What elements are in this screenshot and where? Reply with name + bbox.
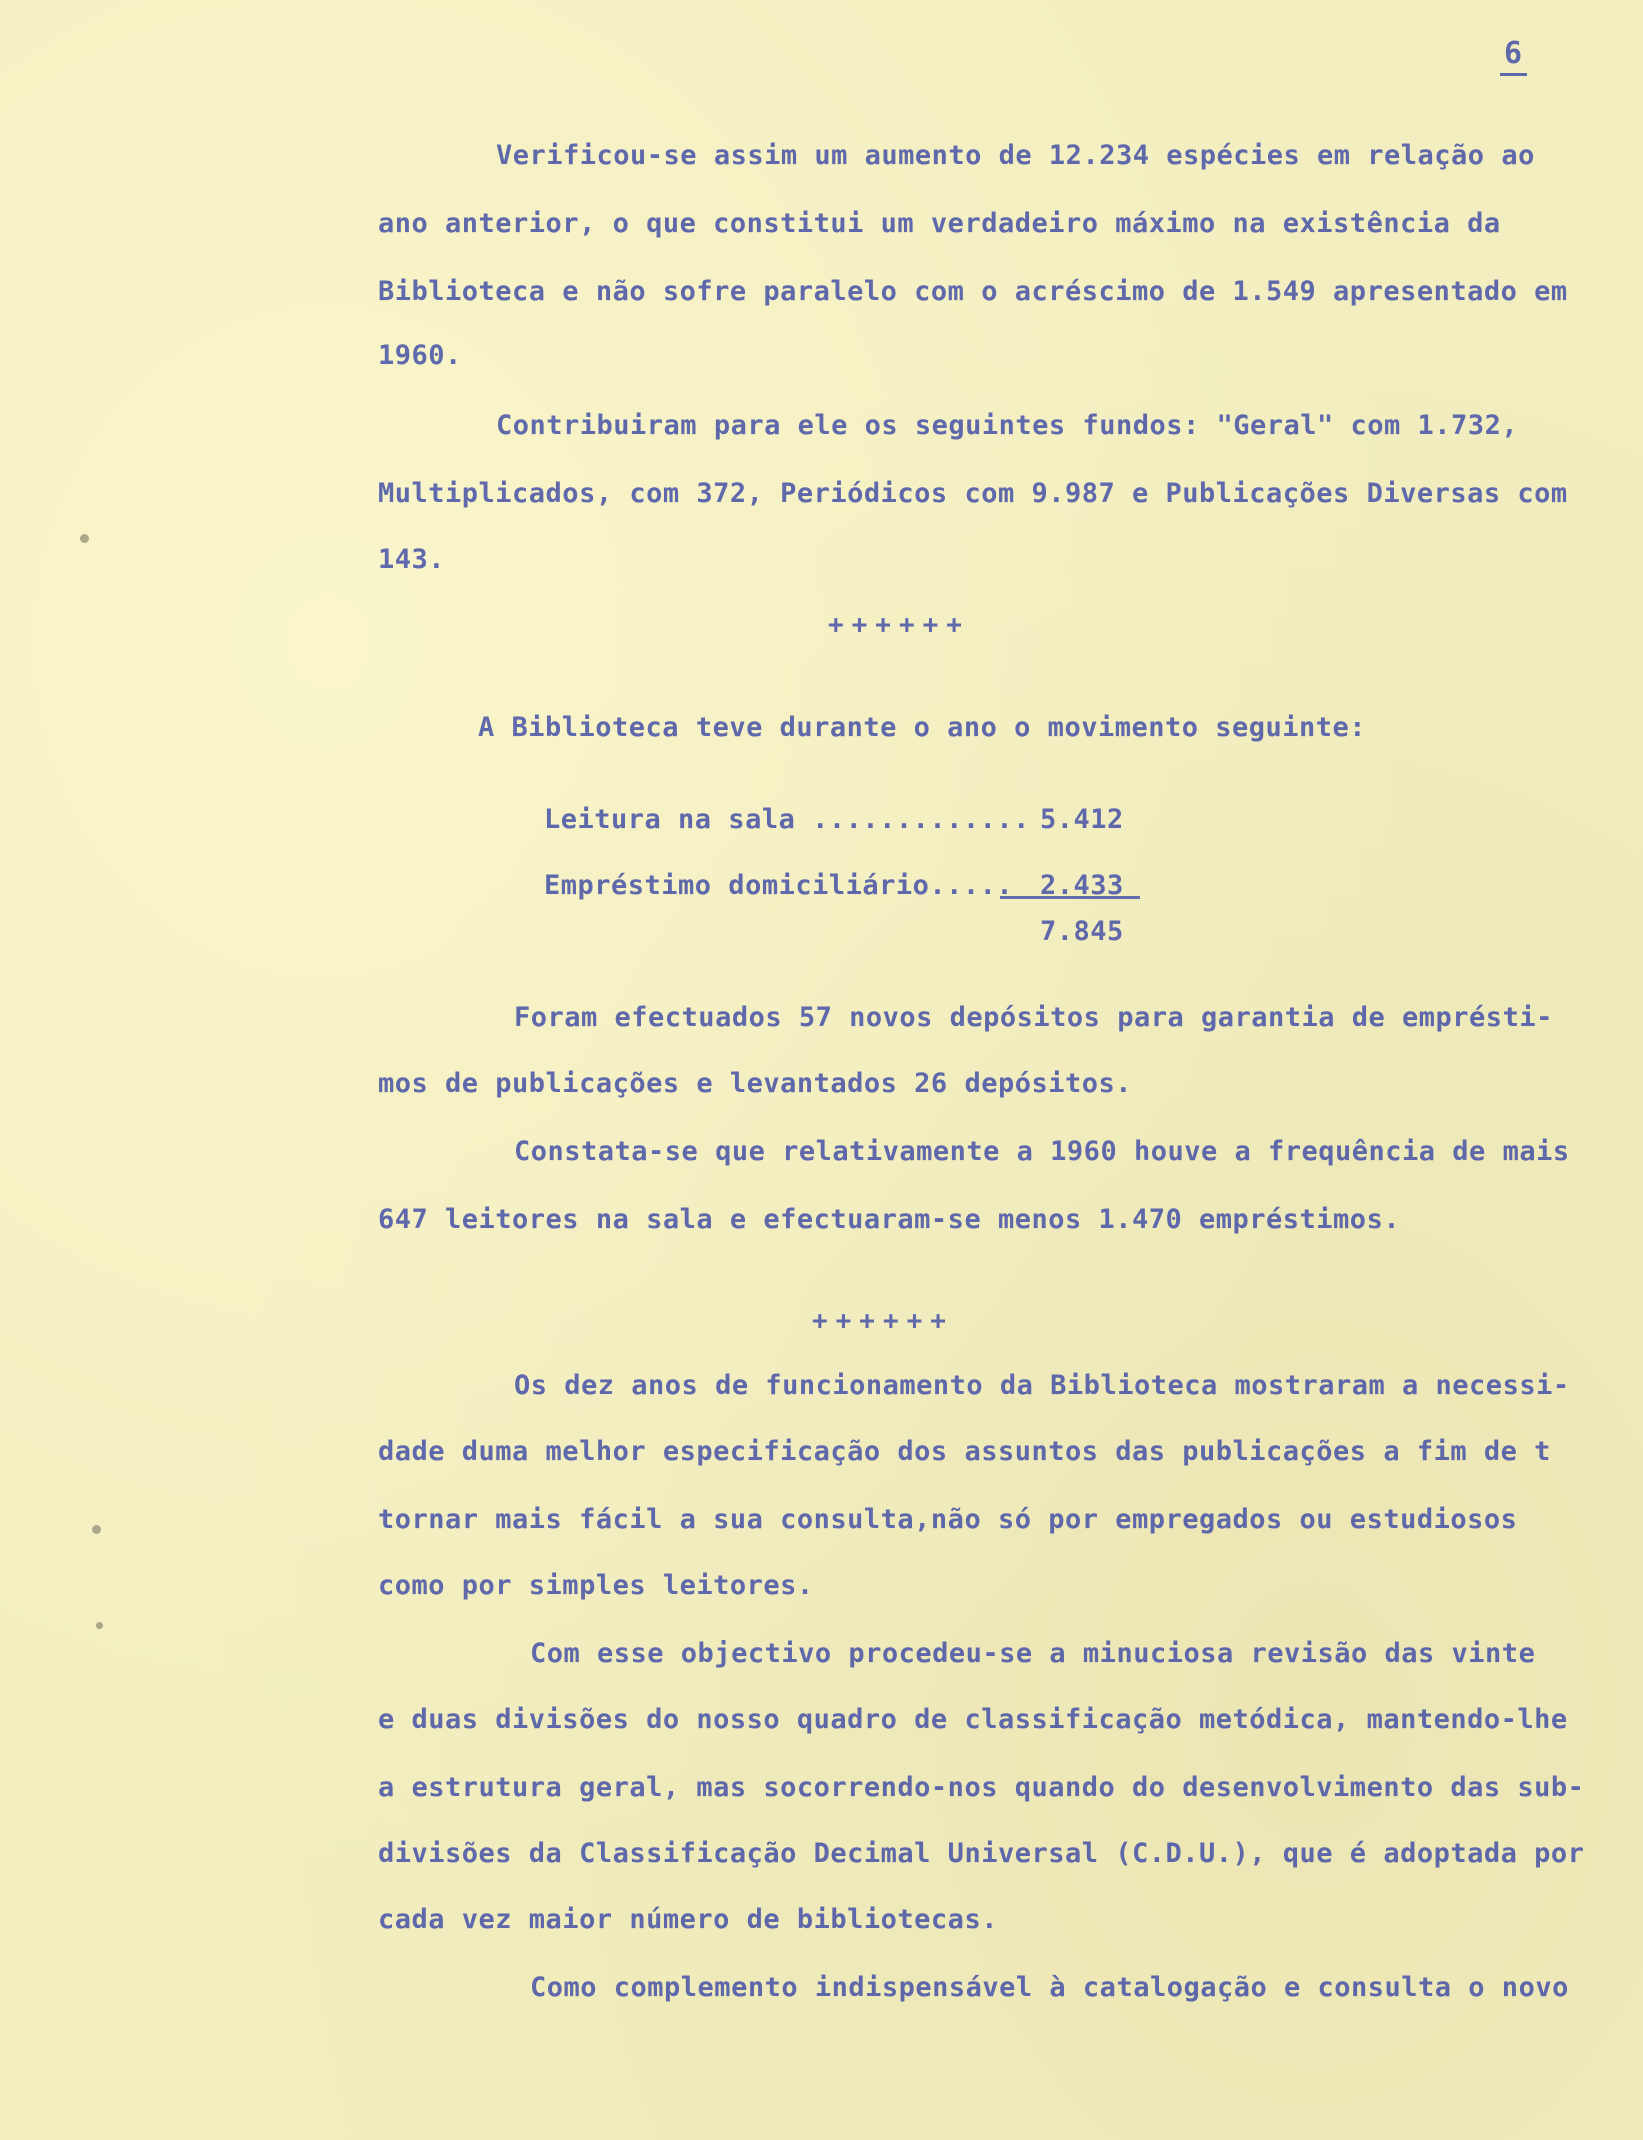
section-separator: ++++++ [812, 1306, 954, 1336]
text-line: a estrutura geral, mas socorrendo-nos quando do desenvolvimento das sub- [378, 1772, 1585, 1803]
text-line: 647 leitores na sala e efectuaram-se menos 1.470 empréstimos. [378, 1204, 1401, 1235]
page-number: 6 [1500, 36, 1527, 76]
text-line: Contribuiram para ele os seguintes fundos: "Geral" com 1.732, [496, 410, 1519, 441]
text-line: Com esse objectivo procedeu-se a minuciosa revisão das vinte [530, 1638, 1536, 1669]
text-line: Biblioteca e não sofre paralelo com o acréscimo de 1.549 apresentado em [378, 276, 1568, 307]
table-row-value: 2.433 [1040, 870, 1124, 901]
text-line: e duas divisões do nosso quadro de classificação metódica, mantendo-lhe [378, 1704, 1568, 1735]
punch-hole [80, 534, 89, 543]
table-row-label: Empréstimo domiciliário..... [544, 870, 1014, 901]
text-line: Foram efectuados 57 novos depósitos para garantia de emprésti- [514, 1002, 1553, 1033]
table-total: 7.845 [1040, 916, 1124, 947]
text-line: A Biblioteca teve durante o ano o movimento seguinte: [478, 712, 1367, 743]
text-line: mos de publicações e levantados 26 depósitos. [378, 1068, 1132, 1099]
table-row-value: 5.412 [1040, 804, 1124, 835]
punch-hole [96, 1622, 103, 1629]
text-line: Os dez anos de funcionamento da Biblioteca mostraram a necessi- [514, 1370, 1570, 1401]
text-line: Constata-se que relativamente a 1960 houve a frequência de mais [514, 1136, 1570, 1167]
punch-hole [92, 1525, 101, 1534]
sum-underline [1000, 896, 1140, 899]
text-line: divisões da Classificação Decimal Universal (C.D.U.), que é adoptada por [378, 1838, 1585, 1869]
table-row-label: Leitura na sala ............. [544, 804, 1030, 835]
text-line: Como complemento indispensável à catalogação e consulta o novo [530, 1972, 1569, 2003]
section-separator: ++++++ [828, 610, 970, 640]
text-line: como por simples leitores. [378, 1570, 814, 1601]
text-line: Verificou-se assim um aumento de 12.234 espécies em relação ao [496, 140, 1535, 171]
text-line: 143. [378, 544, 446, 575]
text-line: cada vez maior número de bibliotecas. [378, 1904, 998, 1935]
text-line: 1960. [378, 340, 462, 371]
text-line: Multiplicados, com 372, Periódicos com 9.987 e Publicações Diversas com [378, 478, 1568, 509]
text-line: ano anterior, o que constitui um verdadeiro máximo na existência da [378, 208, 1501, 239]
text-line: dade duma melhor especificação dos assuntos das publicações a fim de t [378, 1436, 1551, 1467]
text-line: tornar mais fácil a sua consulta,não só por empregados ou estudiosos [378, 1504, 1518, 1535]
